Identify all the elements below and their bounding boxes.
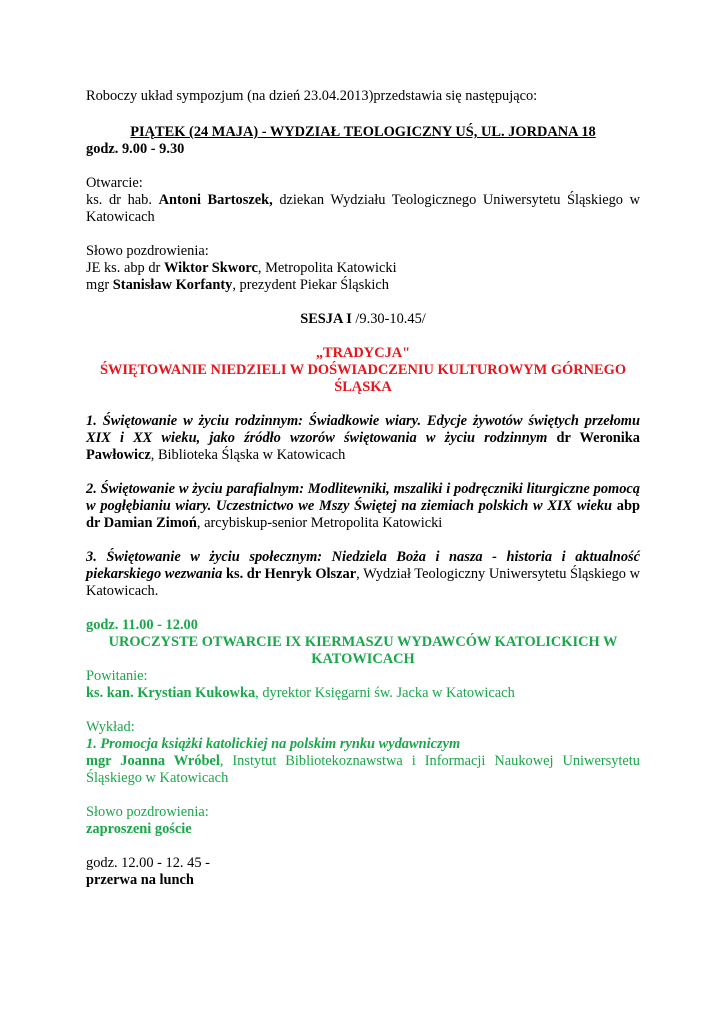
- fair-greetings-label: Słowo pozdrowienia:: [86, 804, 209, 820]
- greeting-1-role: , Metropolita Katowicki: [257, 260, 397, 276]
- day-header: PIĄTEK (24 MAJA) - WYDZIAŁ TEOLOGICZNY UŚ, UL. JORDANA 18: [130, 124, 596, 140]
- talk-2-title: 2. Świętowanie w życiu parafialnym: Modlitewniki, mszaliki i podręczniki liturgiczne pomocą w pogłębianiu wiary. Uczestnictwo we Mszy Świętej na ziemiach polskich w XIX wieku: [86, 481, 640, 514]
- opening-line: [86, 192, 640, 226]
- opening-label: Otwarcie:: [86, 175, 143, 191]
- fair-lecture-affiliation: , Instytut Bibliotekoznawstwa i Informacji Naukowej Uniwersytetu Śląskiego w Katowicach: [86, 753, 641, 786]
- talk-1-title: 1. Świętowanie w życiu rodzinnym: Świadkowie wiary. Edycje żywotów świętych przełomu XIX i XX wieku, jako źródło wzorów świętowania w życiu rodzinnym: [86, 413, 640, 446]
- greeting-2-name: Stanisław Korfanty: [112, 277, 233, 293]
- talk-2: [86, 481, 640, 532]
- fair-welcome-role: , dyrektor Księgarni św. Jacka w Katowicach: [255, 685, 515, 701]
- talk-3-affiliation: , Wydział Teologiczny Uniwersytetu Śląskiego w Katowicach.: [86, 566, 640, 599]
- fair-lecture-speaker: mgr Joanna Wróbel: [86, 753, 220, 769]
- session-theme-1: „TRADYCJA": [315, 345, 411, 361]
- talk-1-speaker: dr Weronika Pawłowicz: [86, 430, 640, 463]
- fair-title: UROCZYSTE OTWARCIE IX KIERMASZU WYDAWCÓW KATOLICKICH W KATOWICACH: [108, 634, 618, 667]
- fair-guests: zaproszeni goście: [86, 821, 192, 837]
- fair-lecture-label: Wykład:: [86, 719, 135, 735]
- opening-role: dziekan Wydziału Teologicznego Uniwersytetu Śląskiego w Katowicach: [86, 192, 640, 225]
- intro-text: Roboczy układ sympozjum (na dzień 23.04.2013)przedstawia się następująco:: [86, 88, 538, 104]
- greeting-2: [86, 277, 640, 294]
- greetings-label: Słowo pozdrowienia:: [86, 243, 209, 259]
- document-content: [86, 88, 640, 889]
- fair-welcome-label: Powitanie:: [86, 668, 148, 684]
- fair-lecture: [86, 753, 640, 787]
- greeting-1-prefix: JE ks. abp dr: [86, 260, 161, 276]
- session-header: [86, 311, 640, 328]
- talk-3-speaker: ks. dr Henryk Olszar: [225, 566, 357, 582]
- lunch-time: godz. 12.00 - 12. 45 -: [86, 855, 210, 871]
- fair-time: godz. 11.00 - 12.00: [86, 617, 198, 633]
- talk-3: [86, 549, 640, 600]
- greeting-2-prefix: mgr: [86, 277, 110, 293]
- lunch-label: przerwa na lunch: [86, 872, 194, 888]
- session-time: /9.30-10.45/: [355, 311, 426, 327]
- fair-welcome: [86, 685, 640, 702]
- talk-1: [86, 413, 640, 464]
- session-theme-2: ŚWIĘTOWANIE NIEDZIELI W DOŚWIADCZENIU KULTUROWYM GÓRNEGO ŚLĄSKA: [99, 362, 627, 395]
- fair-welcome-name: ks. kan. Krystian Kukowka: [86, 685, 256, 701]
- greeting-2-role: , prezydent Piekar Śląskich: [232, 277, 389, 293]
- opening-name: Antoni Bartoszek,: [158, 192, 273, 208]
- talk-2-affiliation: , arcybiskup-senior Metropolita Katowicki: [196, 515, 443, 531]
- greeting-1-name: Wiktor Skworc: [163, 260, 258, 276]
- opening-prefix: ks. dr hab.: [86, 192, 152, 208]
- opening-time: godz. 9.00 - 9.30: [86, 141, 185, 157]
- talk-2-speaker: abp dr Damian Zimoń: [86, 498, 640, 531]
- session-label: SESJA I: [300, 311, 352, 327]
- greeting-1: [86, 260, 640, 277]
- talk-3-title: 3. Świętowanie w życiu społecznym: Niedziela Boża i nasza - historia i aktualność piekarskiego wezwania: [86, 549, 640, 582]
- talk-1-affiliation: , Biblioteka Śląska w Katowicach: [150, 447, 346, 463]
- fair-lecture-title: 1. Promocja książki katolickiej na polskim rynku wydawniczym: [86, 736, 461, 752]
